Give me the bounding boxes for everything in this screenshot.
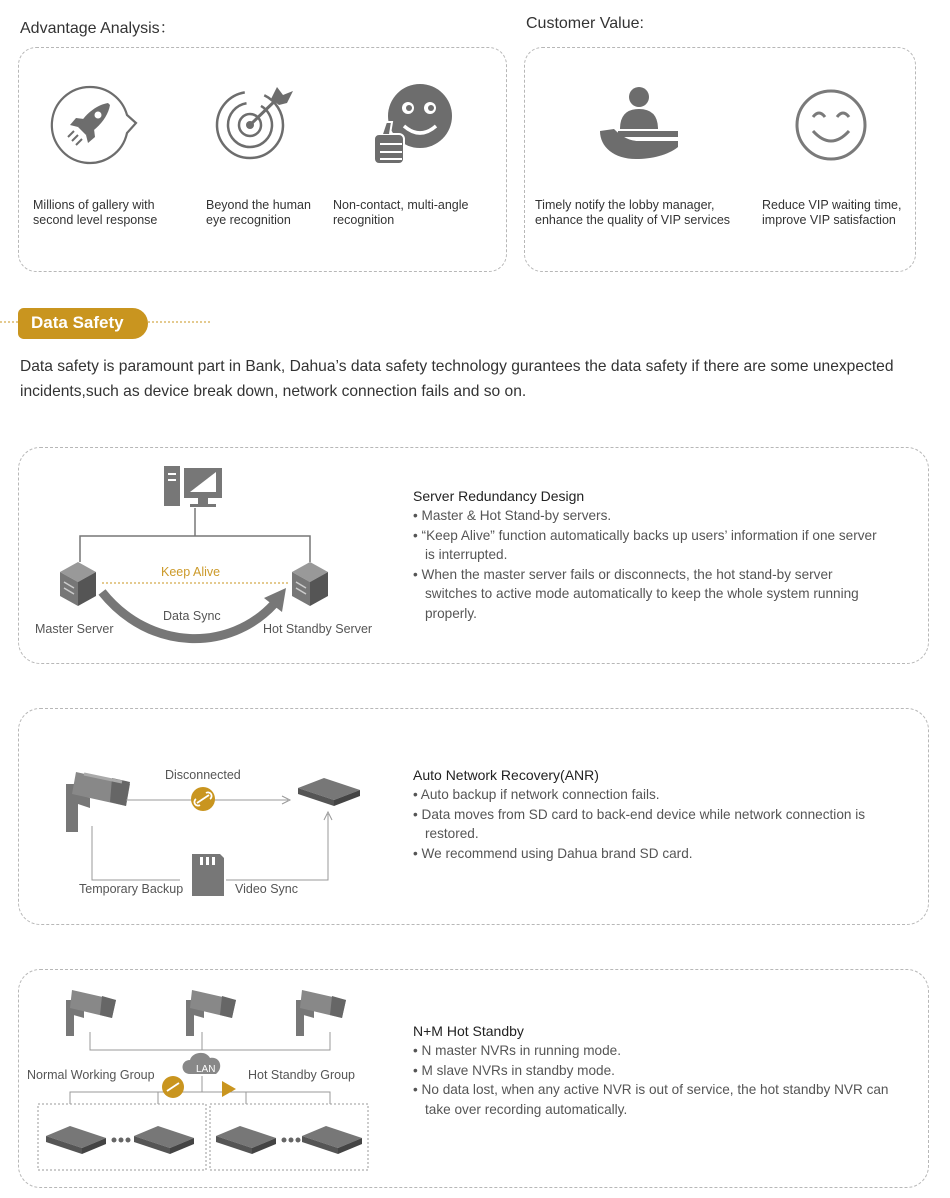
disconnected-label: Disconnected [165, 768, 241, 782]
hot-standby-bullets [413, 1041, 908, 1119]
standby-server-icon [292, 562, 328, 606]
camera-icon [66, 990, 116, 1036]
server-redundancy-title: Server Redundancy Design [413, 488, 585, 504]
master-server-icon [60, 562, 96, 606]
target-icon [213, 85, 298, 165]
camera-icon [296, 990, 346, 1036]
bullet: • We recommend using Dahua brand SD card. [413, 845, 693, 861]
anr-diagram [60, 762, 370, 902]
hot-standby-server-label: Hot Standby Server [263, 622, 373, 636]
keep-alive-label: Keep Alive [161, 565, 221, 579]
bullet: • M slave NVRs in standby mode. [413, 1062, 615, 1078]
hot-standby-group-label: Hot Standby Group [248, 1068, 356, 1082]
data-safety-intro: Data safety is paramount part in Bank, Dahua’s data safety technology gurantees the data safety if there are some unexpected incidents,such as device break down, network connection fails and so on. [20, 358, 894, 400]
hand-person-icon [598, 85, 680, 165]
nvr-device-icon [134, 1126, 194, 1154]
camera-icon [66, 772, 130, 832]
advantage-caption-1: Millions of gallery with second level response [33, 198, 158, 227]
data-sync-label: Data Sync [163, 609, 221, 623]
normal-working-group-label: Normal Working Group [27, 1068, 155, 1082]
advantage-heading: Advantage Analysis： [20, 20, 176, 37]
bullet: • N master NVRs in running mode. [413, 1043, 621, 1058]
nvr-device-icon [216, 1126, 276, 1154]
temporary-backup-label: Temporary Backup [79, 882, 184, 896]
advantage-caption-2: Beyond the human eye recognition [206, 198, 311, 227]
bullet: • Data moves from SD card to back-end device while network connection is restored. [413, 806, 866, 842]
nvr-device-icon [298, 778, 360, 806]
video-sync-label: Video Sync [235, 882, 299, 896]
advantage-caption-3: Non-contact, multi-angle recognition [333, 198, 469, 227]
smile-icon [793, 87, 869, 163]
anr-bullets [413, 785, 903, 863]
lan-label: LAN [196, 1064, 216, 1075]
hot-standby-title: N+M Hot Standby [413, 1023, 524, 1039]
bullet: • No data lost, when any active NVR is out of service, the hot standby NVR can take over recording automatically. [413, 1082, 889, 1117]
smiley-thumbs-up-icon [372, 82, 457, 167]
customer-caption-2: Reduce VIP waiting time, improve VIP satisfaction [762, 198, 902, 227]
bullet: • Auto backup if network connection fails. [413, 787, 660, 802]
data-safety-tab [18, 308, 148, 339]
customer-value-heading: Customer Value: [526, 15, 644, 32]
master-server-label: Master Server [35, 622, 114, 636]
anr-title: Auto Network Recovery(ANR) [413, 767, 599, 783]
customer-caption-1: Timely notify the lobby manager, enhance the quality of VIP services [535, 198, 731, 227]
server-redundancy-bullets [413, 506, 883, 624]
nvr-device-icon [46, 1126, 106, 1154]
nvr-device-icon [302, 1126, 362, 1154]
bullet: • When the master server fails or disconnects, the hot stand-by server switches to active mode automatically to keep the whole system running properly. [413, 566, 859, 621]
rocket-icon [50, 85, 140, 165]
bullet: • Master & Hot Stand-by servers. [413, 508, 612, 523]
sd-card-icon [192, 854, 224, 896]
computer-icon [164, 466, 222, 507]
bullet: • “Keep Alive” function automatically backs up users’ information if one server is interrupted. [413, 527, 877, 563]
data-safety-tab-label: Data Safety [31, 313, 124, 332]
camera-icon [186, 990, 236, 1036]
